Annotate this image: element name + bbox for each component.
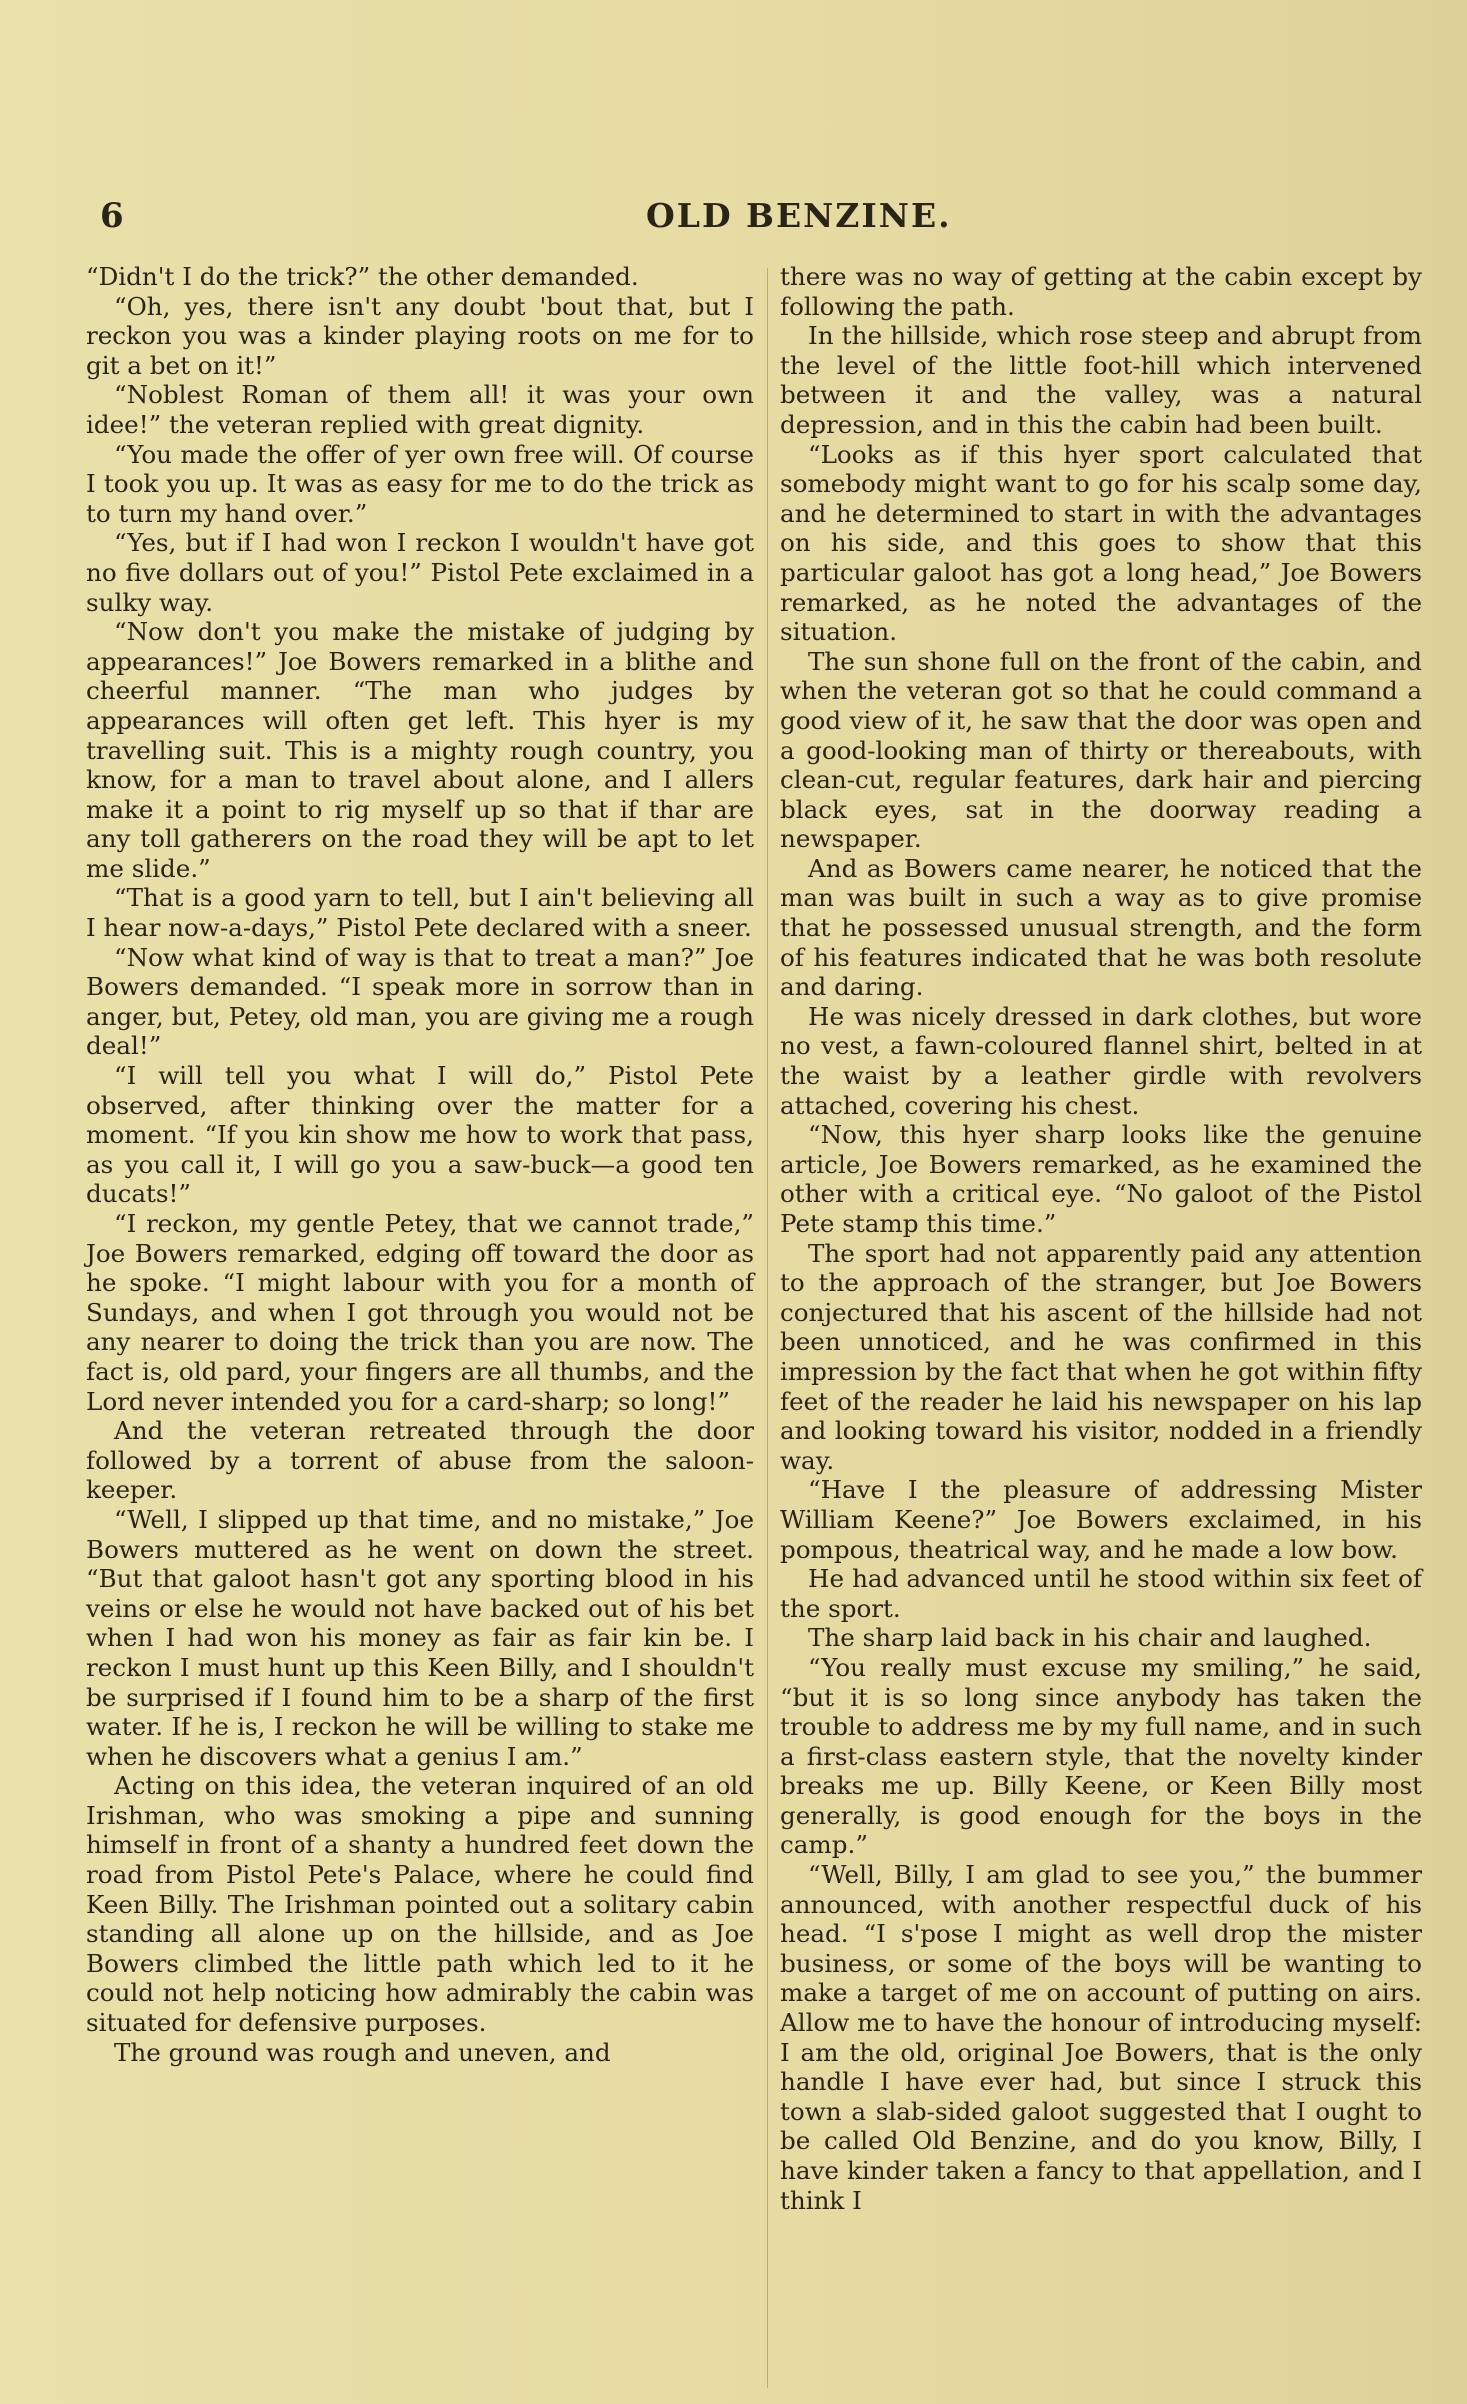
running-title: OLD BENZINE. (646, 196, 952, 235)
page-number: 6 (100, 196, 124, 236)
page-header (86, 196, 1416, 240)
paragraph: “Well, I slipped up that time, and no mistake,” Joe Bowers muttered as he went on down the street. “But that galoot hasn't got any sporting blood in his veins or else he would not have backed out of his bet when I had won his money as fair as fair kin be. I reckon I must hunt up this Keen Billy, and I shouldn't be surprised if I found him to be a sharp of the first water. If he is, I reckon he will be willing to stake me when he discovers what a genius I am.” (86, 1504, 754, 1771)
paragraph: He had advanced until he stood within six feet of the sport. (780, 1564, 1422, 1623)
paragraph: there was no way of getting at the cabin except by following the path. (780, 262, 1422, 321)
paragraph: “Now, this hyer sharp looks like the genuine article, Joe Bowers remarked, as he examined the other with a critical eye. “No galoot of the Pistol Pete stamp this time.” (780, 1120, 1422, 1238)
paragraph: “That is a good yarn to tell, but I ain't believing all I hear now-a-days,” Pistol Pete declared with a sneer. (86, 883, 754, 943)
paragraph: “Noblest Roman of them all! it was your own idee!” the veteran replied with great dignity. (86, 380, 754, 439)
paragraph: In the hillside, which rose steep and abrupt from the level of the little foot-hill which intervened between it and the valley, was a natural depression, and in this the cabin had been built. (780, 321, 1422, 439)
paragraph: “You made the offer of yer own free will. Of course I took you up. It was as easy for me to do the trick as to turn my hand over.” (86, 439, 754, 528)
paragraph: “Looks as if this hyer sport calculated that somebody might want to go for his scalp some day, and he determined to start in with the advantages on his side, and this goes to show that this particular galoot has got a long head,” Joe Bowers remarked, as he noted the advantages of the situation. (780, 439, 1422, 647)
paragraph: “I will tell you what I will do,” Pistol Pete observed, after thinking over the matter for a moment. “If you kin show me how to work that pass, as you call it, I will go you a saw-buck—a good ten ducats!” (86, 1061, 754, 1209)
paragraph: “Well, Billy, I am glad to see you,” the bummer announced, with another respectful duck of his head. “I s'pose I might as well drop the mister business, or some of the boys will be wanting to make a target of me on account of putting on airs. Allow me to have the honour of introducing myself: I am the old, original Joe Bowers, that is the only handle I have ever had, but since I struck this town a slab-sided galoot suggested that I ought to be called Old Benzine, and do you know, Billy, I have kinder taken a fancy to that appellation, and I think I (780, 1860, 1422, 2215)
paragraph: “Now don't you make the mistake of judging by appearances!” Joe Bowers remarked in a blithe and cheerful manner. “The man who judges by appearances will often get left. This hyer is my travelling suit. This is a mighty rough country, you know, for a man to travel about alone, and I allers make it a point to rig myself up so that if thar are any toll gatherers on the road they will be apt to let me slide.” (86, 617, 754, 883)
paragraph: “Yes, but if I had won I reckon I wouldn't have got no five dollars out of you!” Pistol Pete exclaimed in a sulky way. (86, 528, 754, 617)
paragraph: The sharp laid back in his chair and laughed. (808, 1623, 1372, 1653)
paragraph: And the veteran retreated through the door followed by a torrent of abuse from the saloon-keeper. (86, 1416, 754, 1505)
paragraph: And as Bowers came nearer, he noticed that the man was built in such a way as to give promise that he possessed unusual strength, and the form of his features indicated that he was both resolute and daring. (780, 853, 1422, 1002)
paragraph: The sun shone full on the front of the cabin, and when the veteran got so that he could command a good view of it, he saw that the door was open and a good-looking man of thirty or thereabouts, with clean-cut, regular features, dark hair and piercing black eyes, sat in the doorway reading a newspaper. (780, 646, 1422, 854)
paragraph: He was nicely dressed in dark clothes, but wore no vest, a fawn-coloured flannel shirt, belted in at the waist by a leather girdle with revolvers attached, covering his chest. (780, 1001, 1422, 1120)
paragraph: “I reckon, my gentle Petey, that we cannot trade,” Joe Bowers remarked, edging off toward the door as he spoke. “I might labour with you for a month of Sundays, and when I got through you would not be any nearer to doing the trick than you are now. The fact is, old pard, your fingers are all thumbs, and the Lord never intended you for a card-sharp; so long!” (86, 1209, 754, 1416)
paragraph: Acting on this idea, the veteran inquired of an old Irishman, who was smoking a pipe and sunning himself in front of a shanty a hundred feet down the road from Pistol Pete's Palace, where he could find Keen Billy. The Irishman pointed out a solitary cabin standing all alone up on the hillside, and as Joe Bowers climbed the little path which led to it he could not help noticing how admirably the cabin was situated for defensive purposes. (86, 1771, 754, 2038)
paragraph: The ground was rough and uneven, and (114, 2037, 611, 2067)
paragraph: “Didn't I do the trick?” the other demanded. (86, 262, 639, 291)
paragraph: “Now what kind of way is that to treat a man?” Joe Bowers demanded. “I speak more in sorrow than in anger, but, Petey, old man, you are giving me a rough deal!” (86, 942, 754, 1061)
paragraph: The sport had not apparently paid any attention to the approach of the stranger, but Joe Bowers conjectured that his ascent of the hillside had not been unnoticed, and he was confirmed in this impression by the fact that when he got within fifty feet of the reader he laid his newspaper on his lap and looking toward his visitor, nodded in a friendly way. (780, 1238, 1422, 1475)
left-column (86, 262, 754, 2067)
column-divider (767, 268, 768, 2388)
right-column (780, 262, 1422, 2215)
paragraph: “You really must excuse my smiling,” he said, “but it is so long since anybody has taken the trouble to address me by my full name, and in such a first-class eastern style, that the novelty kinder breaks me up. Billy Keene, or Keen Billy most generally, is good enough for the boys in the camp.” (780, 1652, 1422, 1860)
paragraph: “Oh, yes, there isn't any doubt 'bout that, but I reckon you was a kinder playing roots on me for to git a bet on it!” (86, 291, 754, 380)
paragraph: “Have I the pleasure of addressing Mister William Keene?” Joe Bowers exclaimed, in his pompous, theatrical way, and he made a low bow. (780, 1475, 1422, 1564)
